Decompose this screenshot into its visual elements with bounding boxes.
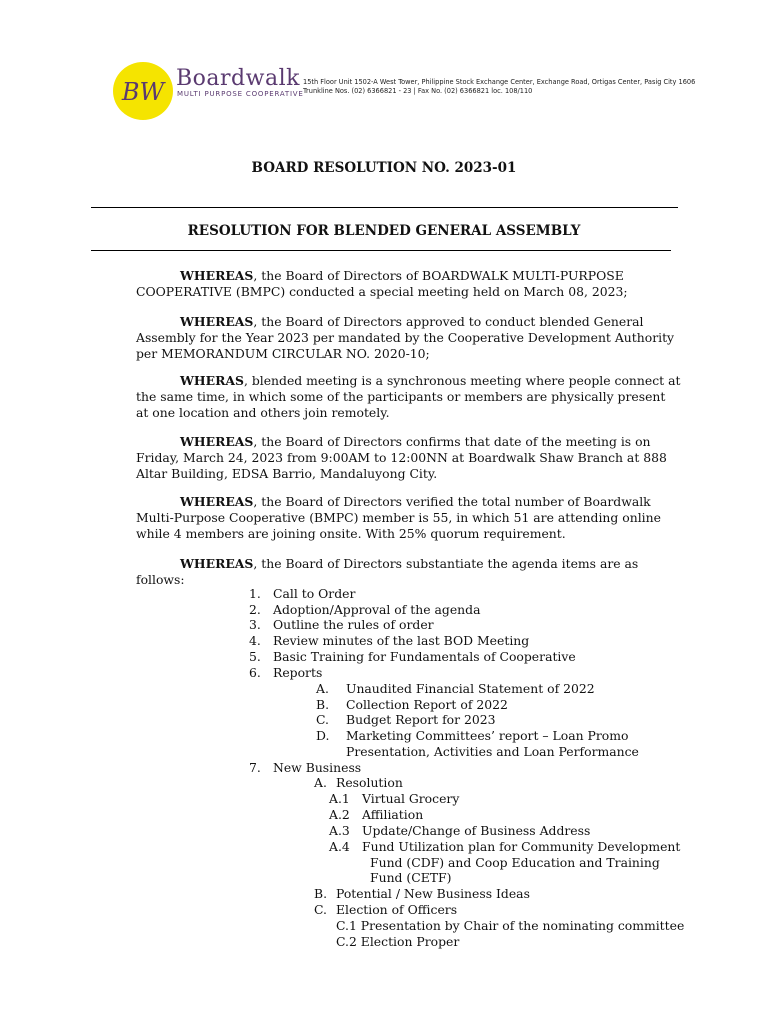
resolution-number-title: BOARD RESOLUTION NO. 2023-01	[251, 160, 517, 176]
agenda-subitem: D.	[316, 728, 330, 743]
company-address	[303, 78, 695, 96]
divider-top	[91, 207, 678, 208]
agenda-item-text: Basic Training for Fundamentals of Cooperative	[273, 649, 576, 664]
whereas-paragraph: WHEREAS, the Board of Directors verified the total number of Boardwalk Multi-Purpose Cooperative (BMPC) member is 55, in which 51 are attending online while 4 members are joining onsite. With 25% quorum requirement.	[136, 494, 661, 541]
whereas-paragraph: WHEREAS, the Board of Directors of BOARDWALK MULTI-PURPOSE COOPERATIVE (BMPC) conducted a special meeting held on March 08, 2023;	[136, 268, 628, 299]
agenda-item-text: Call to Order	[273, 586, 356, 601]
agenda-subsubitem-text: C.2 Election Proper	[336, 934, 460, 949]
agenda-subitem-text: Collection Report of 2022	[346, 697, 508, 712]
agenda-subitem: C.	[314, 902, 327, 917]
agenda-subitem-text: Budget Report for 2023	[346, 712, 496, 727]
agenda-item: 2.	[249, 602, 261, 617]
agenda-item: 3.	[249, 617, 261, 632]
resolution-subject-title: RESOLUTION FOR BLENDED GENERAL ASSEMBLY	[187, 223, 581, 239]
divider-bottom	[91, 250, 671, 251]
agenda-subitem-text: Election of Officers	[336, 902, 458, 917]
whereas-paragraph: WHERAS, blended meeting is a synchronous meeting where people connect at the same time, in which some of the participants or members are physically present at one location and others join remotely.	[136, 373, 681, 420]
agenda-subitem: B.	[314, 886, 328, 901]
agenda-subsubitem: A.4	[329, 839, 350, 854]
agenda-item: 6.	[249, 665, 261, 680]
agenda-subitem: A.	[316, 681, 329, 696]
agenda-subsubitem: A.3	[329, 823, 350, 838]
whereas-paragraph: WHEREAS, the Board of Directors substantiate the agenda items are as follows:	[136, 556, 639, 587]
agenda-subsubitem-text: C.1 Presentation by Chair of the nominating committee	[336, 918, 685, 933]
address-line-2: Trunkline Nos. (02) 6366821 - 23 | Fax No. (02) 6366821 loc. 108/110	[303, 87, 533, 95]
cooperative-logo	[112, 60, 176, 122]
agenda-item: 4.	[249, 633, 261, 648]
agenda-subsubitem-text: Update/Change of Business Address	[362, 823, 591, 838]
agenda-item-text: Review minutes of the last BOD Meeting	[273, 633, 530, 648]
agenda-subitem-text: Potential / New Business Ideas	[336, 886, 530, 901]
agenda-subsubitem-text: Virtual Grocery	[362, 791, 460, 806]
whereas-paragraph: WHEREAS, the Board of Directors confirms that date of the meeting is on Friday, March 24, 2023 from 9:00AM to 12:00NN at Boardwalk Shaw Branch at 888 Altar Building, EDSA Barrio, Mandaluyong City.	[136, 434, 667, 481]
agenda-subitem-text: Resolution	[336, 775, 403, 790]
agenda-subsubitem-continued: Fund (CETF)	[370, 870, 452, 885]
agenda-subsubitem: A.2	[329, 807, 350, 822]
agenda-subitem: B.	[316, 697, 330, 712]
agenda-subsubitem-text: Affiliation	[362, 807, 424, 822]
agenda-subsubitem: A.1	[329, 791, 350, 806]
agenda-item: 7.	[249, 760, 261, 775]
agenda-subitem-text: Marketing Committees’ report – Loan Promo	[346, 728, 629, 743]
agenda-item-text: New Business	[273, 760, 362, 775]
agenda-item: 1.	[249, 586, 261, 601]
agenda-subitem-continued: Presentation, Activities and Loan Performance	[346, 744, 639, 759]
brand-subtitle: MULTI PURPOSE COOPERATIVE	[177, 90, 304, 98]
agenda-subsubitem-text: Fund Utilization plan for Community Development	[362, 839, 681, 854]
agenda-item-text: Outline the rules of order	[273, 617, 434, 632]
agenda-subitem: C.	[316, 712, 329, 727]
logo-initials: BW	[121, 78, 165, 106]
agenda-item-text: Reports	[273, 665, 323, 680]
agenda-subsubitem-continued: Fund (CDF) and Coop Education and Training	[370, 855, 660, 870]
brand-name: Boardwalk	[176, 66, 300, 91]
agenda-subitem-text: Unaudited Financial Statement of 2022	[346, 681, 595, 696]
agenda-subitem: A.	[314, 775, 327, 790]
agenda-item-text: Adoption/Approval of the agenda	[273, 602, 481, 617]
address-line-1: 15th Floor Unit 1502-A West Tower, Philippine Stock Exchange Center, Exchange Road, Ortigas Center, Pasig City 1606	[303, 78, 696, 86]
whereas-paragraph: WHEREAS, the Board of Directors approved to conduct blended General Assembly for the Year 2023 per mandated by the Cooperative Development Authority per MEMORANDUM CIRCULAR NO. 2020-10;	[136, 314, 675, 361]
agenda-item: 5.	[249, 649, 261, 664]
